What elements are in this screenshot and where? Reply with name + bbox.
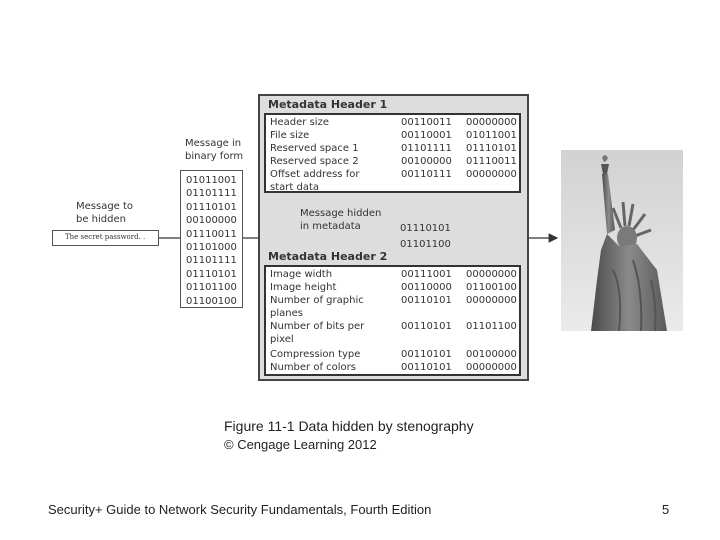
hidden-message-label: Message hidden in metadata bbox=[300, 208, 382, 233]
header1-title: Metadata Header 1 bbox=[268, 98, 388, 111]
field-value: 00110101 bbox=[401, 321, 452, 332]
field-value: 01101100 bbox=[466, 321, 517, 332]
binary-value: 01100100 bbox=[186, 295, 237, 307]
binary-form-label: Message in binary form bbox=[185, 138, 244, 163]
field-value: 00110011 bbox=[401, 117, 452, 128]
field-value: 01110011 bbox=[466, 156, 517, 167]
header2-title: Metadata Header 2 bbox=[268, 250, 388, 263]
field-name: Offset address for start data bbox=[270, 169, 360, 194]
message-to-hide-label: Message to be hidden bbox=[76, 201, 134, 226]
field-value: 00110101 bbox=[401, 362, 452, 373]
field-name: Image width bbox=[270, 269, 333, 280]
field-name: Reserved space 2 bbox=[270, 156, 359, 167]
field-value: 00000000 bbox=[466, 295, 517, 306]
metadata-header-1 bbox=[264, 113, 521, 193]
field-name: Number of colors bbox=[270, 362, 357, 373]
figure-caption: Figure 11-1 Data hidden by stenography bbox=[224, 418, 474, 434]
field-value: 01110101 bbox=[466, 143, 517, 154]
binary-value: 00100000 bbox=[186, 215, 237, 227]
field-name: File size bbox=[270, 130, 310, 141]
field-value: 00110101 bbox=[401, 349, 452, 360]
page-number: 5 bbox=[662, 502, 670, 517]
field-value: 01101111 bbox=[401, 143, 452, 154]
footer-title: Security+ Guide to Network Security Fundamentals, Fourth Edition bbox=[48, 502, 432, 517]
field-name: Header size bbox=[270, 117, 329, 128]
field-name: Image height bbox=[270, 282, 337, 293]
hidden-value: 01101100 bbox=[400, 239, 451, 250]
binary-value: 01101100 bbox=[186, 282, 237, 294]
copyright-credit: © Cengage Learning 2012 bbox=[224, 437, 377, 452]
statue-of-liberty-image bbox=[561, 150, 683, 331]
field-name: Compression type bbox=[270, 349, 361, 360]
binary-value: 01110101 bbox=[186, 201, 237, 213]
field-value: 00100000 bbox=[466, 349, 517, 360]
binary-value: 01110101 bbox=[186, 268, 237, 280]
field-value: 01011001 bbox=[466, 130, 517, 141]
binary-form-box bbox=[180, 170, 243, 308]
field-name: Number of bits per pixel bbox=[270, 321, 365, 346]
field-value: 00000000 bbox=[466, 269, 517, 280]
secret-message-box: The secret password. . bbox=[52, 230, 159, 246]
field-value: 00000000 bbox=[466, 362, 517, 373]
field-name: Number of graphic planes bbox=[270, 295, 364, 320]
binary-value: 01011001 bbox=[186, 175, 237, 186]
metadata-header-2 bbox=[264, 265, 521, 376]
field-value: 00110000 bbox=[401, 282, 452, 293]
hidden-value: 01110101 bbox=[400, 223, 451, 234]
field-value: 00000000 bbox=[466, 117, 517, 128]
binary-value: 01101000 bbox=[186, 241, 237, 253]
binary-value: 01101111 bbox=[186, 188, 237, 200]
field-value: 00100000 bbox=[401, 156, 452, 167]
field-value: 00110001 bbox=[401, 130, 452, 141]
field-value: 00000000 bbox=[466, 169, 517, 180]
binary-value: 01110011 bbox=[186, 228, 237, 240]
field-value: 00111001 bbox=[401, 269, 452, 280]
field-name: Reserved space 1 bbox=[270, 143, 359, 154]
field-value: 00110111 bbox=[401, 169, 452, 180]
field-value: 01100100 bbox=[466, 282, 517, 293]
field-value: 00110101 bbox=[401, 295, 452, 306]
binary-value: 01101111 bbox=[186, 255, 237, 267]
